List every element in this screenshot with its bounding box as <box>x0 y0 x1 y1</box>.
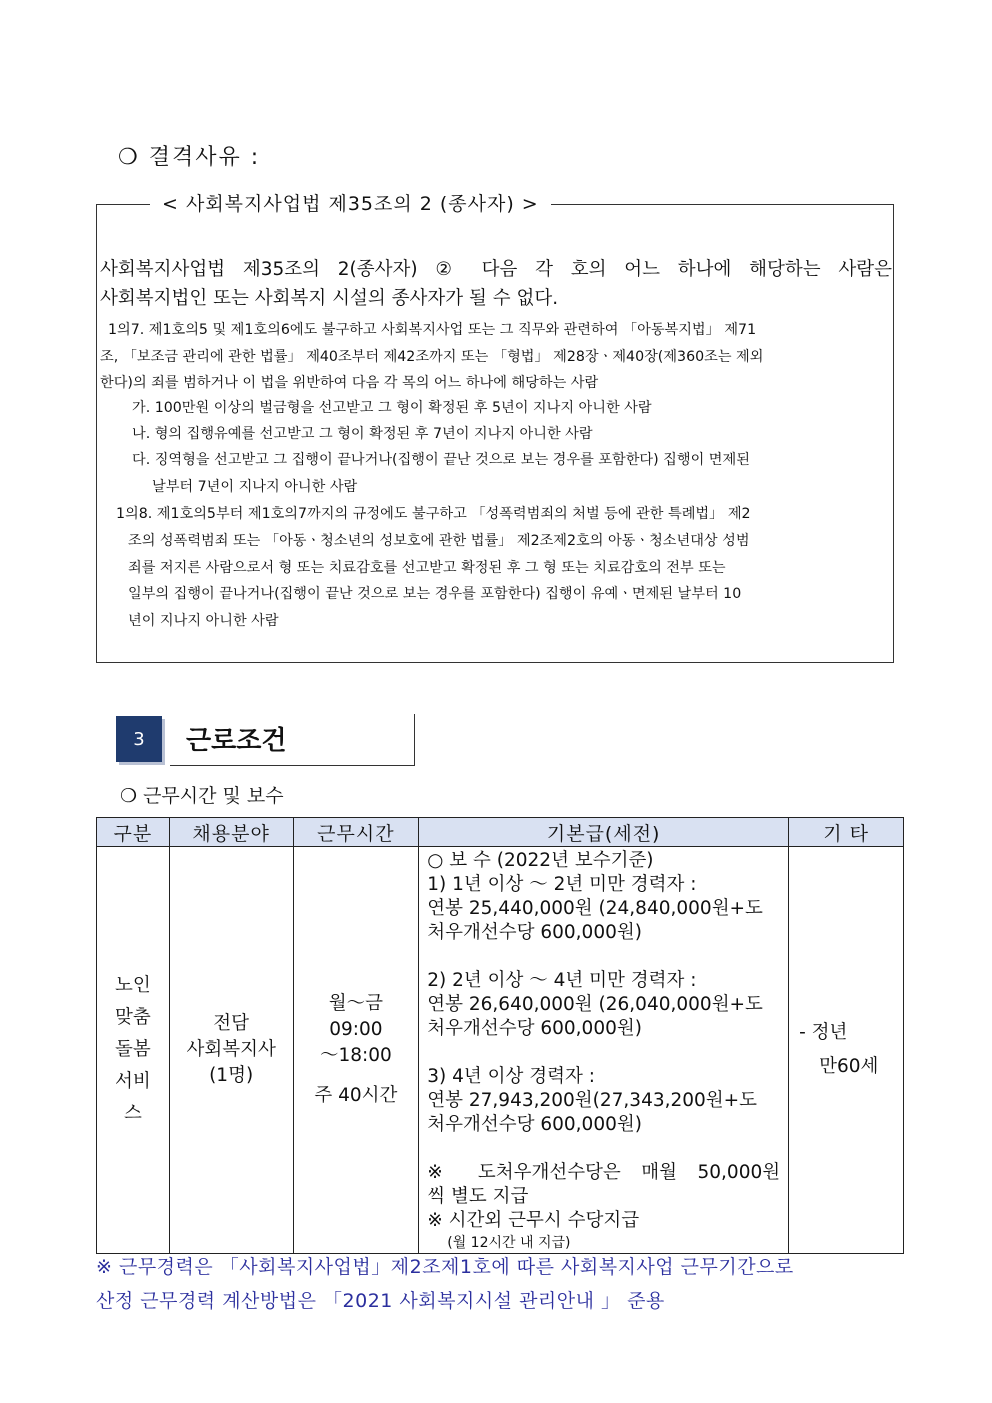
category-line: 노인 <box>115 975 151 996</box>
footnote-line1: ※ 근무경력은 「사회복지사업법」제2조제1호에 따른 사회복지사업 근무기간으로 <box>96 1256 794 1278</box>
law-intro-line1: 사회복지사업법 제35조의 2(종사자) ② 다음 각 호의 어느 하나에 해당하는 사람은 <box>100 259 892 280</box>
etc-line: - 정년 <box>799 1022 848 1043</box>
salary-line: ※ 시간외 근무시 수당지급 <box>427 1210 640 1231</box>
salary-line: 1) 1년 이상 ～ 2년 미만 경력자 : <box>427 874 697 895</box>
item7-da-line1: 다. 징역형을 선고받고 그 집행이 끝나거나(집행이 끝난 것으로 보는 경우를 포함한다) 집행이 면제된 <box>132 452 750 468</box>
salary-line: 2) 2년 이상 ～ 4년 미만 경력자 : <box>427 970 697 991</box>
work-conditions-table <box>96 817 904 1254</box>
hours-line: ～18:00 <box>319 1045 392 1066</box>
cell-salary <box>419 847 789 1254</box>
table-header-row <box>97 818 904 847</box>
item7-line1: 1의7. 제1호의5 및 제1호의6에도 불구하고 사회복지사업 또는 그 직무와 관련하여 「아동복지법」 제71 <box>108 322 757 338</box>
header-field: 채용분야 <box>169 818 293 847</box>
category-line: 스 <box>123 1103 142 1124</box>
item7-line3: 한다)의 죄를 범하거나 이 법을 위반하여 다음 각 목의 어느 하나에 해당하는 사람 <box>100 375 599 391</box>
header-category: 구분 <box>97 818 170 847</box>
item8-line4: 일부의 집행이 끝나거나(집행이 끝난 것으로 보는 경우를 포함한다) 집행이 유예ㆍ면제된 날부터 10 <box>128 586 742 602</box>
category-line: 맞춤 <box>115 1007 151 1028</box>
header-etc: 기 타 <box>789 818 904 847</box>
header-salary: 기본급(세전) <box>419 818 789 847</box>
salary-line: ○ 보 수 (2022년 보수기준) <box>427 850 654 871</box>
table-row <box>97 847 904 1254</box>
field-line: 사회복지사 <box>186 1039 276 1060</box>
category-line: 돌봄 <box>115 1039 151 1060</box>
footnote-line2: 산정 근무경력 계산방법은 「2021 사회복지시설 관리안내 」 준용 <box>96 1290 665 1312</box>
item7-ga: 가. 100만원 이상의 벌금형을 선고받고 그 형이 확정된 후 5년이 지나지 아니한 사람 <box>132 400 652 416</box>
law-title: < 사회복지사업법 제35조의 2 (종사자) > <box>150 189 551 216</box>
salary-line: 처우개선수당 600,000원) <box>427 1018 642 1039</box>
cell-hours <box>293 847 419 1254</box>
item7-na: 나. 형의 집행유예를 선고받고 그 형이 확정된 후 7년이 지나지 아니한 사람 <box>132 426 593 442</box>
field-line: 전담 <box>213 1013 250 1034</box>
work-conditions-subheading: ❍ 근무시간 및 보수 <box>120 785 284 807</box>
item8-line2: 조의 성폭력범죄 또는 「아동ㆍ청소년의 성보호에 관한 법률」 제2조제2호의 아동ㆍ청소년대상 성범 <box>128 533 750 549</box>
disqualification-heading: ❍ 결격사유 : <box>118 145 261 170</box>
header-hours: 근무시간 <box>293 818 419 847</box>
salary-line: 씩 별도 지급 <box>427 1186 529 1207</box>
item8-line5: 년이 지나지 아니한 사람 <box>128 613 279 629</box>
item8-line3: 죄를 저지른 사람으로서 형 또는 치료감호를 선고받고 확정된 후 그 형 또는 치료감호의 전부 또는 <box>128 560 726 576</box>
salary-line: 연봉 26,640,000원 (26,040,000원+도 <box>427 994 763 1015</box>
salary-line: 연봉 27,943,200원(27,343,200원+도 <box>427 1090 758 1111</box>
hours-line: 09:00 <box>329 1019 383 1040</box>
hours-line: 월～금 <box>328 993 384 1014</box>
salary-line: 3) 4년 이상 경력자 : <box>427 1066 595 1087</box>
salary-note: (월 12시간 내 지급) <box>447 1235 571 1251</box>
salary-line: 연봉 25,440,000원 (24,840,000원+도 <box>427 898 763 919</box>
category-line: 서비 <box>115 1071 151 1092</box>
salary-line: 처우개선수당 600,000원) <box>427 1114 642 1135</box>
section-number-badge: 3 <box>116 716 162 762</box>
salary-line: 처우개선수당 600,000원) <box>427 922 642 943</box>
section-title: 근로조건 <box>186 726 287 756</box>
etc-line: 만60세 <box>819 1056 879 1077</box>
law-intro-line2: 사회복지법인 또는 사회복지 시설의 종사자가 될 수 없다. <box>100 288 559 309</box>
salary-line: ※ 도처우개선수당은 매월 50,000원 <box>427 1162 781 1183</box>
cell-etc <box>789 847 904 1254</box>
item8-line1: 1의8. 제1호의5부터 제1호의7까지의 규정에도 불구하고 「성폭력범죄의 처벌 등에 관한 특례법」 제2 <box>116 506 751 522</box>
item7-line2: 조, 「보조금 관리에 관한 법률」 제40조부터 제42조까지 또는 「형법」 제28장ㆍ제40장(제360조는 제외 <box>100 349 764 365</box>
item7-da-line2: 날부터 7년이 지나지 아니한 사람 <box>152 479 358 495</box>
cell-category <box>97 847 170 1254</box>
hours-line: 주 40시간 <box>314 1085 398 1106</box>
field-line: (1명) <box>209 1065 254 1086</box>
cell-field <box>169 847 293 1254</box>
